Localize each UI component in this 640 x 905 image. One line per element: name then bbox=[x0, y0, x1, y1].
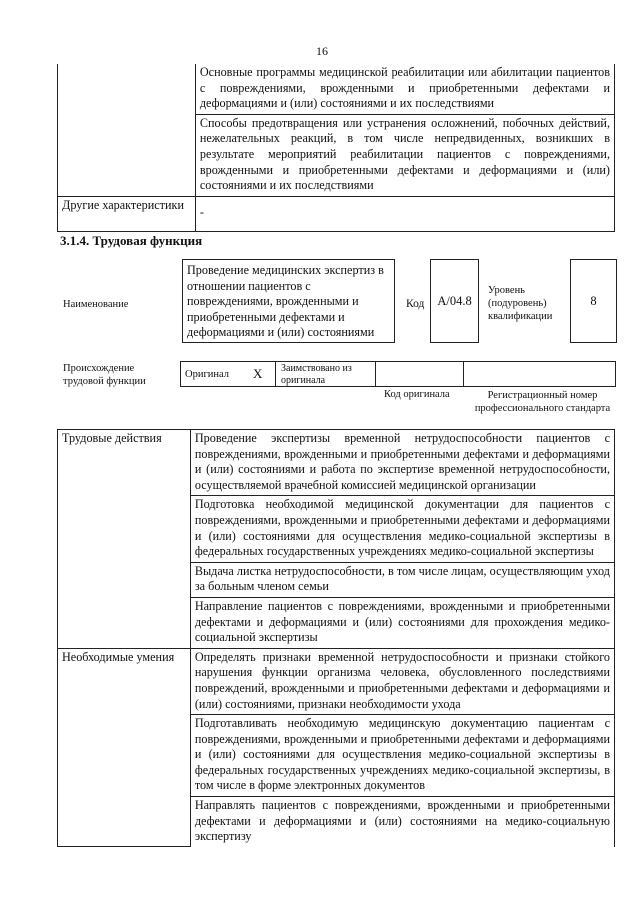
page-number: 16 bbox=[316, 44, 328, 58]
table-cell: Проведение экспертизы временной нетрудоспособности пациентов с повреждениями, врожденными и приобретенными дефектами и деформациями и (или) состояниями и работа по экспертизе временной нетрудоспособности, осуществляемой врачебной комиссией медицинской организации bbox=[190, 430, 614, 496]
section-heading: 3.1.4. Трудовая функция bbox=[60, 233, 203, 248]
function-name: Проведение медицинских экспертиз в отношении пациентов с повреждениями, врожденными и приобретенными дефектами и деформациями и (или) состояниями bbox=[187, 263, 384, 340]
code-label: Код bbox=[406, 298, 425, 310]
table-cell: Выдача листка нетрудоспособности, в том числе лицам, осуществляющим уход за больным членом семьи bbox=[190, 562, 614, 597]
code-box bbox=[430, 259, 479, 343]
level-label: Уровень (подуровень) квалификации bbox=[488, 285, 553, 322]
top-table-label: Другие характеристики bbox=[58, 196, 196, 231]
origin-label: Происхождение трудовой функции bbox=[63, 363, 146, 387]
code-value: A/04.8 bbox=[437, 293, 472, 308]
level-box bbox=[570, 259, 617, 343]
top-table-cell: - bbox=[195, 196, 614, 231]
table-cell: Направлять пациентов с повреждениями, врожденными и приобретенными дефектами и деформациями и (или) состояниями на медико-социальную экспертизу bbox=[190, 797, 614, 847]
table-cell: Определять признаки временной нетрудоспособности и признаки стойкого нарушения функции организма человека, обусловленного последствиями повреждений, врожденными и приобретенными дефектами и деформациями и (или) состояниями, признаки необходимости ухода bbox=[190, 648, 614, 714]
name-label: Наименование bbox=[63, 299, 129, 310]
code-original-caption: Код оригинала bbox=[384, 389, 450, 400]
original-mark: X bbox=[253, 366, 263, 381]
top-table-cell: Способы предотвращения или устранения осложнений, побочных действий, нежелательных реакций, в том числе непредвиденных, возникших в результате мероприятий реабилитации пациентов с повреждениями, врожденными и приобретенными дефектами и деформациями и (или) состояниями и их последствиями bbox=[195, 114, 614, 196]
origin-divider bbox=[463, 362, 464, 386]
origin-divider bbox=[275, 362, 276, 386]
top-table-empty-label bbox=[58, 64, 196, 196]
top-table-cell: Основные программы медицинской реабилитации или абилитации пациентов с повреждениями, врожденными и приобретенными дефектами и деформациями и (или) состояниями и их последствиями bbox=[195, 64, 614, 114]
section-label: Трудовые действия bbox=[58, 430, 191, 649]
table-cell: Направление пациентов с повреждениями, врожденными и приобретенными дефектами и деформациями и (или) состояниями для прохождения медико-социальной экспертизы bbox=[190, 597, 614, 648]
table-cell: Подготовка необходимой медицинской документации для пациентов с повреждениями, врожденными и приобретенными дефектами и деформациями и (или) состояниями для осуществления медико-социальной экспертизы в федеральных государственных учреждениях медико-социальной экспертизы bbox=[190, 496, 614, 562]
original-label: Оригинал bbox=[185, 369, 229, 380]
main-table bbox=[57, 429, 615, 847]
borrowed-label: Заимствовано из оригинала bbox=[281, 363, 352, 386]
origin-row bbox=[180, 361, 616, 387]
level-value: 8 bbox=[590, 293, 597, 308]
registration-caption: Регистрационный номер профессионального стандарта bbox=[474, 390, 611, 414]
top-table bbox=[57, 64, 615, 232]
section-label: Необходимые умения bbox=[58, 648, 191, 847]
function-name-box bbox=[182, 259, 395, 343]
table-cell: Подготавливать необходимую медицинскую документацию пациентам с повреждениями, врожденными и приобретенными дефектами и деформациями и (или) состояниями для осуществления медико-социальной экспертизы в федеральных государственных учреждениях медико-социальной экспертизы, в том числе в форме электронных документов bbox=[190, 715, 614, 797]
origin-divider bbox=[375, 362, 376, 386]
